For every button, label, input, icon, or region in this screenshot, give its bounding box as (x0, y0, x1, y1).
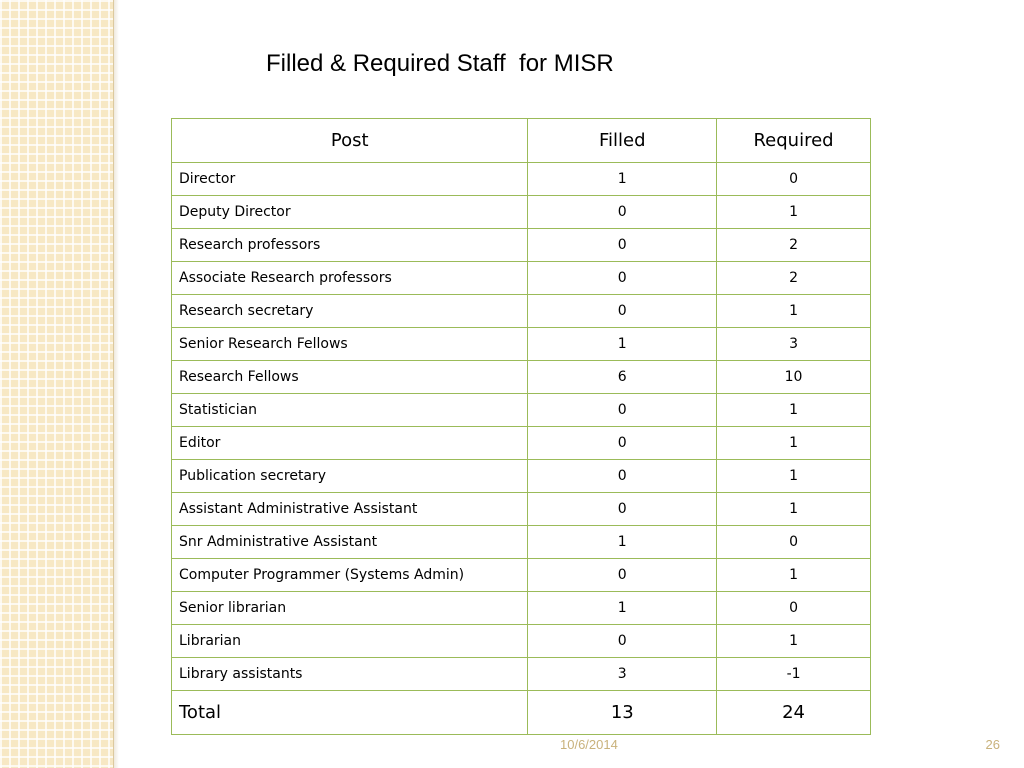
footer-date: 10/6/2014 (560, 737, 618, 752)
required-cell: 1 (717, 394, 871, 427)
filled-cell: 0 (528, 625, 717, 658)
filled-cell: 6 (528, 361, 717, 394)
post-cell: Library assistants (172, 658, 528, 691)
post-cell: Librarian (172, 625, 528, 658)
filled-cell: 1 (528, 526, 717, 559)
required-cell: 1 (717, 427, 871, 460)
required-cell: -1 (717, 658, 871, 691)
table-row (172, 229, 871, 262)
filled-cell: 0 (528, 196, 717, 229)
post-cell: Director (172, 163, 528, 196)
table-row (172, 196, 871, 229)
page-number: 26 (985, 737, 1000, 752)
filled-cell: 1 (528, 592, 717, 625)
table-row (172, 427, 871, 460)
filled-cell: 0 (528, 460, 717, 493)
filled-cell: 0 (528, 493, 717, 526)
post-cell: Research secretary (172, 295, 528, 328)
required-cell: 1 (717, 460, 871, 493)
side-pattern-shadow (113, 0, 119, 768)
filled-cell: 1 (528, 328, 717, 361)
side-pattern-decoration (0, 0, 114, 768)
post-cell: Associate Research professors (172, 262, 528, 295)
post-cell: Editor (172, 427, 528, 460)
required-cell: 0 (717, 526, 871, 559)
total-filled: 13 (528, 691, 717, 735)
post-cell: Assistant Administrative Assistant (172, 493, 528, 526)
table-row (172, 262, 871, 295)
filled-cell: 1 (528, 163, 717, 196)
table-row (172, 559, 871, 592)
post-cell: Research Fellows (172, 361, 528, 394)
table-row (172, 460, 871, 493)
table-row (172, 625, 871, 658)
post-cell: Deputy Director (172, 196, 528, 229)
required-cell: 2 (717, 229, 871, 262)
post-cell: Computer Programmer (Systems Admin) (172, 559, 528, 592)
table-row (172, 394, 871, 427)
table-row (172, 658, 871, 691)
header-required: Required (717, 119, 871, 163)
total-label: Total (172, 691, 528, 735)
required-cell: 2 (717, 262, 871, 295)
filled-cell: 3 (528, 658, 717, 691)
table-row (172, 163, 871, 196)
table-row (172, 328, 871, 361)
filled-cell: 0 (528, 229, 717, 262)
table-row (172, 493, 871, 526)
filled-cell: 0 (528, 559, 717, 592)
required-cell: 3 (717, 328, 871, 361)
post-cell: Publication secretary (172, 460, 528, 493)
required-cell: 1 (717, 559, 871, 592)
required-cell: 1 (717, 493, 871, 526)
post-cell: Snr Administrative Assistant (172, 526, 528, 559)
filled-cell: 0 (528, 427, 717, 460)
filled-cell: 0 (528, 295, 717, 328)
table-row (172, 526, 871, 559)
header-post: Post (172, 119, 528, 163)
required-cell: 0 (717, 592, 871, 625)
post-cell: Research professors (172, 229, 528, 262)
table-row (172, 361, 871, 394)
post-cell: Statistician (172, 394, 528, 427)
table-total-row (172, 691, 871, 735)
table-row (172, 592, 871, 625)
post-cell: Senior Research Fellows (172, 328, 528, 361)
required-cell: 0 (717, 163, 871, 196)
required-cell: 10 (717, 361, 871, 394)
table-row (172, 295, 871, 328)
header-filled: Filled (528, 119, 717, 163)
total-required: 24 (717, 691, 871, 735)
required-cell: 1 (717, 196, 871, 229)
filled-cell: 0 (528, 394, 717, 427)
post-cell: Senior librarian (172, 592, 528, 625)
required-cell: 1 (717, 295, 871, 328)
required-cell: 1 (717, 625, 871, 658)
filled-cell: 0 (528, 262, 717, 295)
staff-table (171, 118, 871, 735)
slide-title: Filled & Required Staff for MISR (266, 50, 614, 77)
table-header-row (172, 119, 871, 163)
